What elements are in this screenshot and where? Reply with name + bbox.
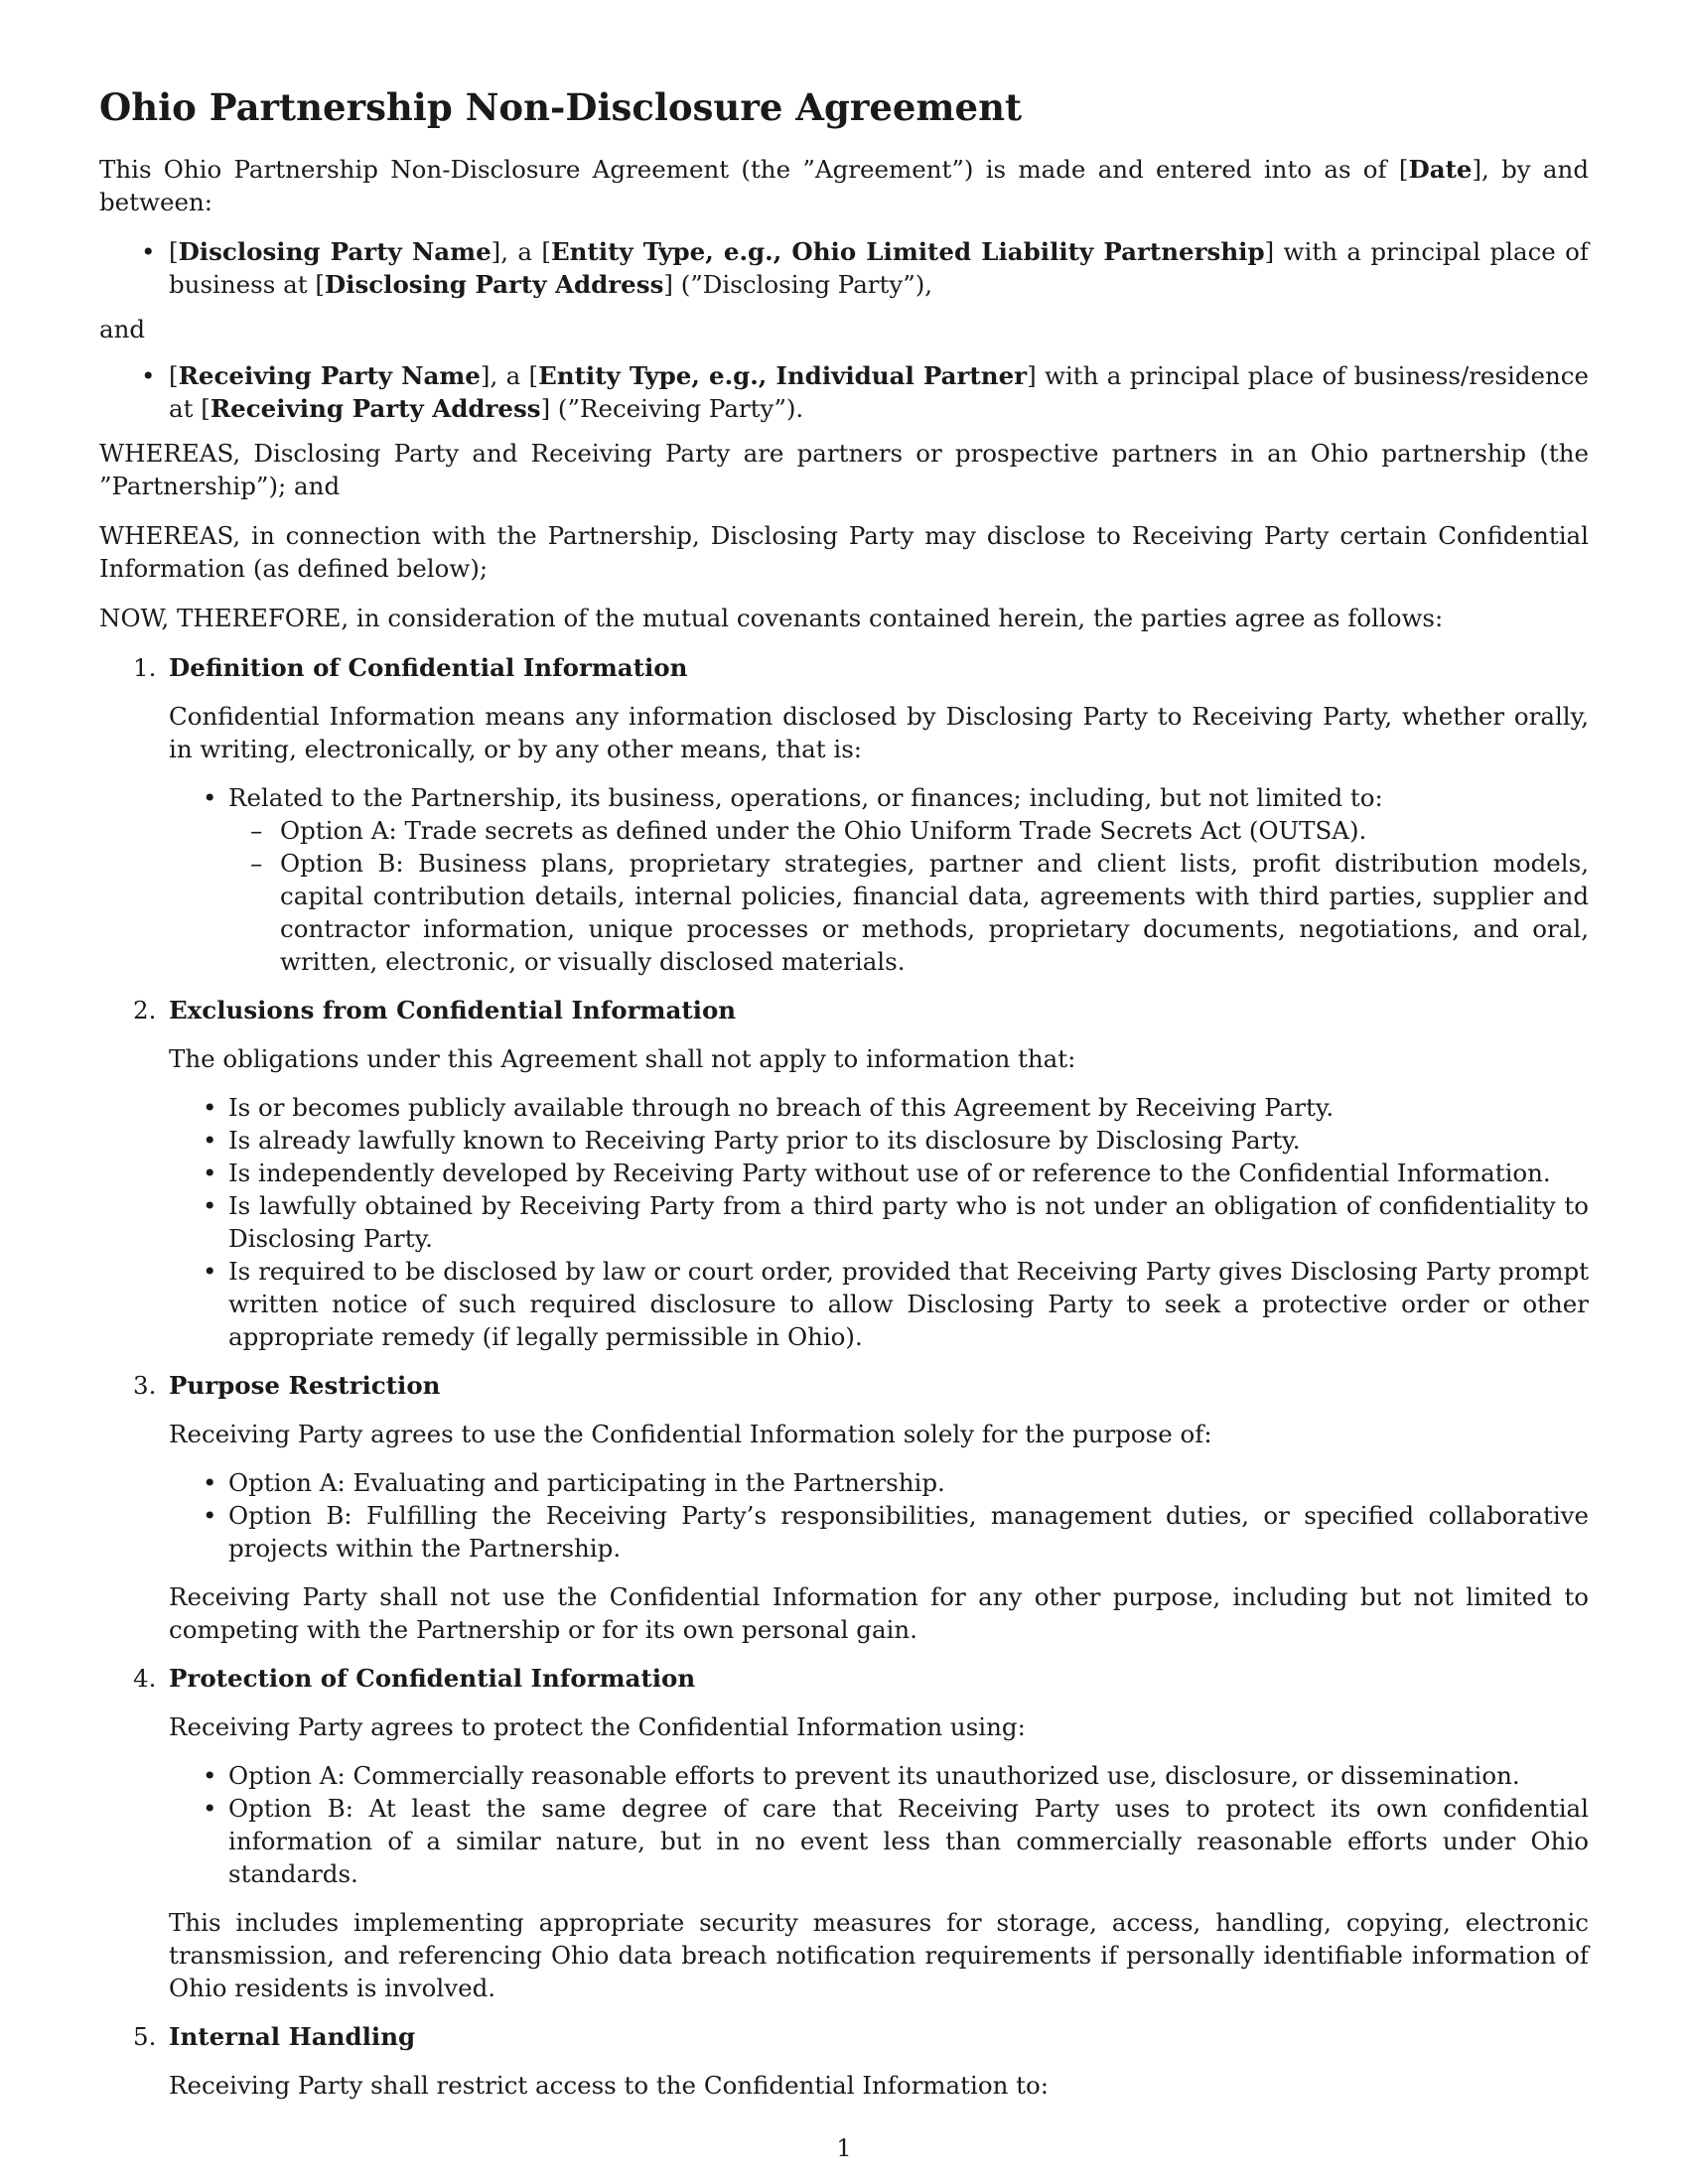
section-text: The obligations under this Agreement shall not apply to information that: — [169, 1044, 1076, 1074]
section-text: Receiving Party shall restrict access to the Confidential Information to: — [169, 2071, 1049, 2101]
document-page — [99, 85, 1589, 2117]
section-number: 1. — [133, 653, 157, 683]
sub-list — [228, 814, 1589, 978]
section-bullets — [169, 1091, 1589, 1353]
section-bullets — [169, 1759, 1589, 1890]
disclosing-party-address: Disclosing Party Address — [324, 270, 664, 300]
list-item: • Option B: At least the same degree of care that Receiving Party uses to protect its own confidential information of a similar nature, but in no event less than commercially reasonable efforts under Ohio standards. — [228, 1792, 1589, 1890]
section-title: Protection of Confidential Information — [169, 1664, 696, 1694]
list-item: • Is already lawfully known to Receiving Party prior to its disclosure by Disclosing Party. — [228, 1124, 1589, 1157]
receiving-party-item: • [Receiving Party Name], a [Entity Type, e.g., Individual Partner] with a principal place of business/residence at [Receiving Party Address] (”Receiving Party”). — [169, 359, 1589, 425]
disclosing-party-item: • [Disclosing Party Name], a [Entity Type, e.g., Ohio Limited Liability Partnership] with a principal place of business at [Disclosing Party Address] (”Disclosing Party”), — [169, 235, 1589, 301]
section-title: Internal Handling — [169, 2022, 416, 2052]
section-bullets — [169, 1466, 1589, 1565]
and-text: and — [99, 315, 146, 344]
section-text: Receiving Party agrees to protect the Confidential Information using: — [169, 1712, 1026, 1742]
section-title: Exclusions from Confidential Information — [169, 996, 737, 1025]
list-item: • Is lawfully obtained by Receiving Party from a third party who is not under an obligation of confidentiality to Disclosing Party. — [228, 1189, 1589, 1255]
receiving-party-name: Receiving Party Name — [178, 361, 481, 391]
section-number: 5. — [133, 2022, 157, 2052]
sub-list-item: – Option B: Business plans, proprietary strategies, partner and client lists, profit distribution models, capital contribution details, internal policies, financial data, agreements with third parties, supplier and contractor information, unique processes or methods, proprietary documents, negotiations, and oral, written, electronic, or visually disclosed materials. — [280, 847, 1589, 978]
list-item: • Option B: Fulfilling the Receiving Party’s responsibilities, management duties, or specified collaborative projects within the Partnership. — [228, 1499, 1589, 1565]
intro-paragraph: This Ohio Partnership Non-Disclosure Agreement (the ”Agreement”) is made and entered into as of [Date], by and between: — [99, 155, 1590, 217]
section-number: 3. — [133, 1371, 157, 1401]
section-bullets — [169, 781, 1589, 978]
section-text: Receiving Party agrees to use the Confidential Information solely for the purpose of: — [169, 1420, 1212, 1449]
receiving-party-list — [99, 359, 1589, 425]
section-title: Definition of Confidential Information — [169, 653, 688, 683]
date-placeholder: Date — [1408, 155, 1473, 185]
section-1 — [133, 651, 1589, 978]
section-after-text: Receiving Party shall not use the Confidential Information for any other purpose, including but not limited to competing with the Partnership or for its own personal gain. — [169, 1582, 1589, 1645]
disclosing-party-name: Disclosing Party Name — [178, 237, 492, 267]
whereas-paragraph-1: WHEREAS, Disclosing Party and Receiving Party are partners or prospective partners in an Ohio partnership (the ”Partnership”); and — [99, 439, 1589, 501]
document-title: Ohio Partnership Non-Disclosure Agreement — [99, 85, 1023, 129]
section-number: 2. — [133, 996, 157, 1025]
sub-list-item: – Option A: Trade secrets as defined under the Ohio Uniform Trade Secrets Act (OUTSA). — [280, 814, 1589, 847]
list-item: • Option A: Commercially reasonable efforts to prevent its unauthorized use, disclosure, or dissemination. — [228, 1759, 1589, 1792]
list-item: • Is independently developed by Receiving Party without use of or reference to the Confidential Information. — [228, 1157, 1589, 1189]
list-item: • Is required to be disclosed by law or court order, provided that Receiving Party gives Disclosing Party prompt written notice of such required disclosure to allow Disclosing Party to seek a protective order or other appropriate remedy (if legally permissible in Ohio). — [228, 1255, 1589, 1353]
disclosing-entity-type: Entity Type, e.g., Ohio Limited Liability Partnership — [550, 237, 1265, 267]
page-number: 1 — [836, 2134, 852, 2162]
sections-list — [99, 651, 1589, 2102]
section-after-text: This includes implementing appropriate security measures for storage, access, handling, copying, electronic transmission, and referencing Ohio data breach notification requirements if personally identifiable information of Ohio residents is involved. — [169, 1908, 1589, 2003]
list-item: • Option A: Evaluating and participating in the Partnership. — [228, 1466, 1589, 1499]
receiving-entity-type: Entity Type, e.g., Individual Partner — [538, 361, 1028, 391]
receiving-party-address: Receiving Party Address — [210, 394, 541, 424]
section-title: Purpose Restriction — [169, 1371, 441, 1401]
section-text: Confidential Information means any information disclosed by Disclosing Party to Receiving Party, whether orally, in writing, electronically, or by any other means, that is: — [169, 702, 1589, 764]
section-3 — [133, 1369, 1589, 1646]
section-5 — [133, 2020, 1589, 2102]
list-item: • Is or becomes publicly available through no breach of this Agreement by Receiving Party. — [228, 1091, 1589, 1124]
section-2 — [133, 994, 1589, 1353]
whereas-paragraph-2: WHEREAS, in connection with the Partnership, Disclosing Party may disclose to Receiving Party certain Confidential Information (as defined below); — [99, 521, 1589, 584]
list-item: • Related to the Partnership, its business, operations, or finances; including, but not limited to: – Option A: Trade secrets as defined under the Ohio Uniform Trade Secrets Act (OUTSA). – Option B: Business plans, proprietary strategies, partner and client lists, profit distribution models, capital contribution details, internal policies, financial data, agreements with third parties, supplier and contractor information, unique processes or methods, proprietary documents, negotiations, and oral, written, electronic, or visually disclosed materials. — [228, 781, 1589, 978]
section-number: 4. — [133, 1664, 157, 1694]
disclosing-party-list — [99, 235, 1589, 301]
section-4 — [133, 1662, 1589, 2004]
now-therefore-paragraph: NOW, THEREFORE, in consideration of the mutual covenants contained herein, the parties agree as follows: — [99, 604, 1444, 633]
